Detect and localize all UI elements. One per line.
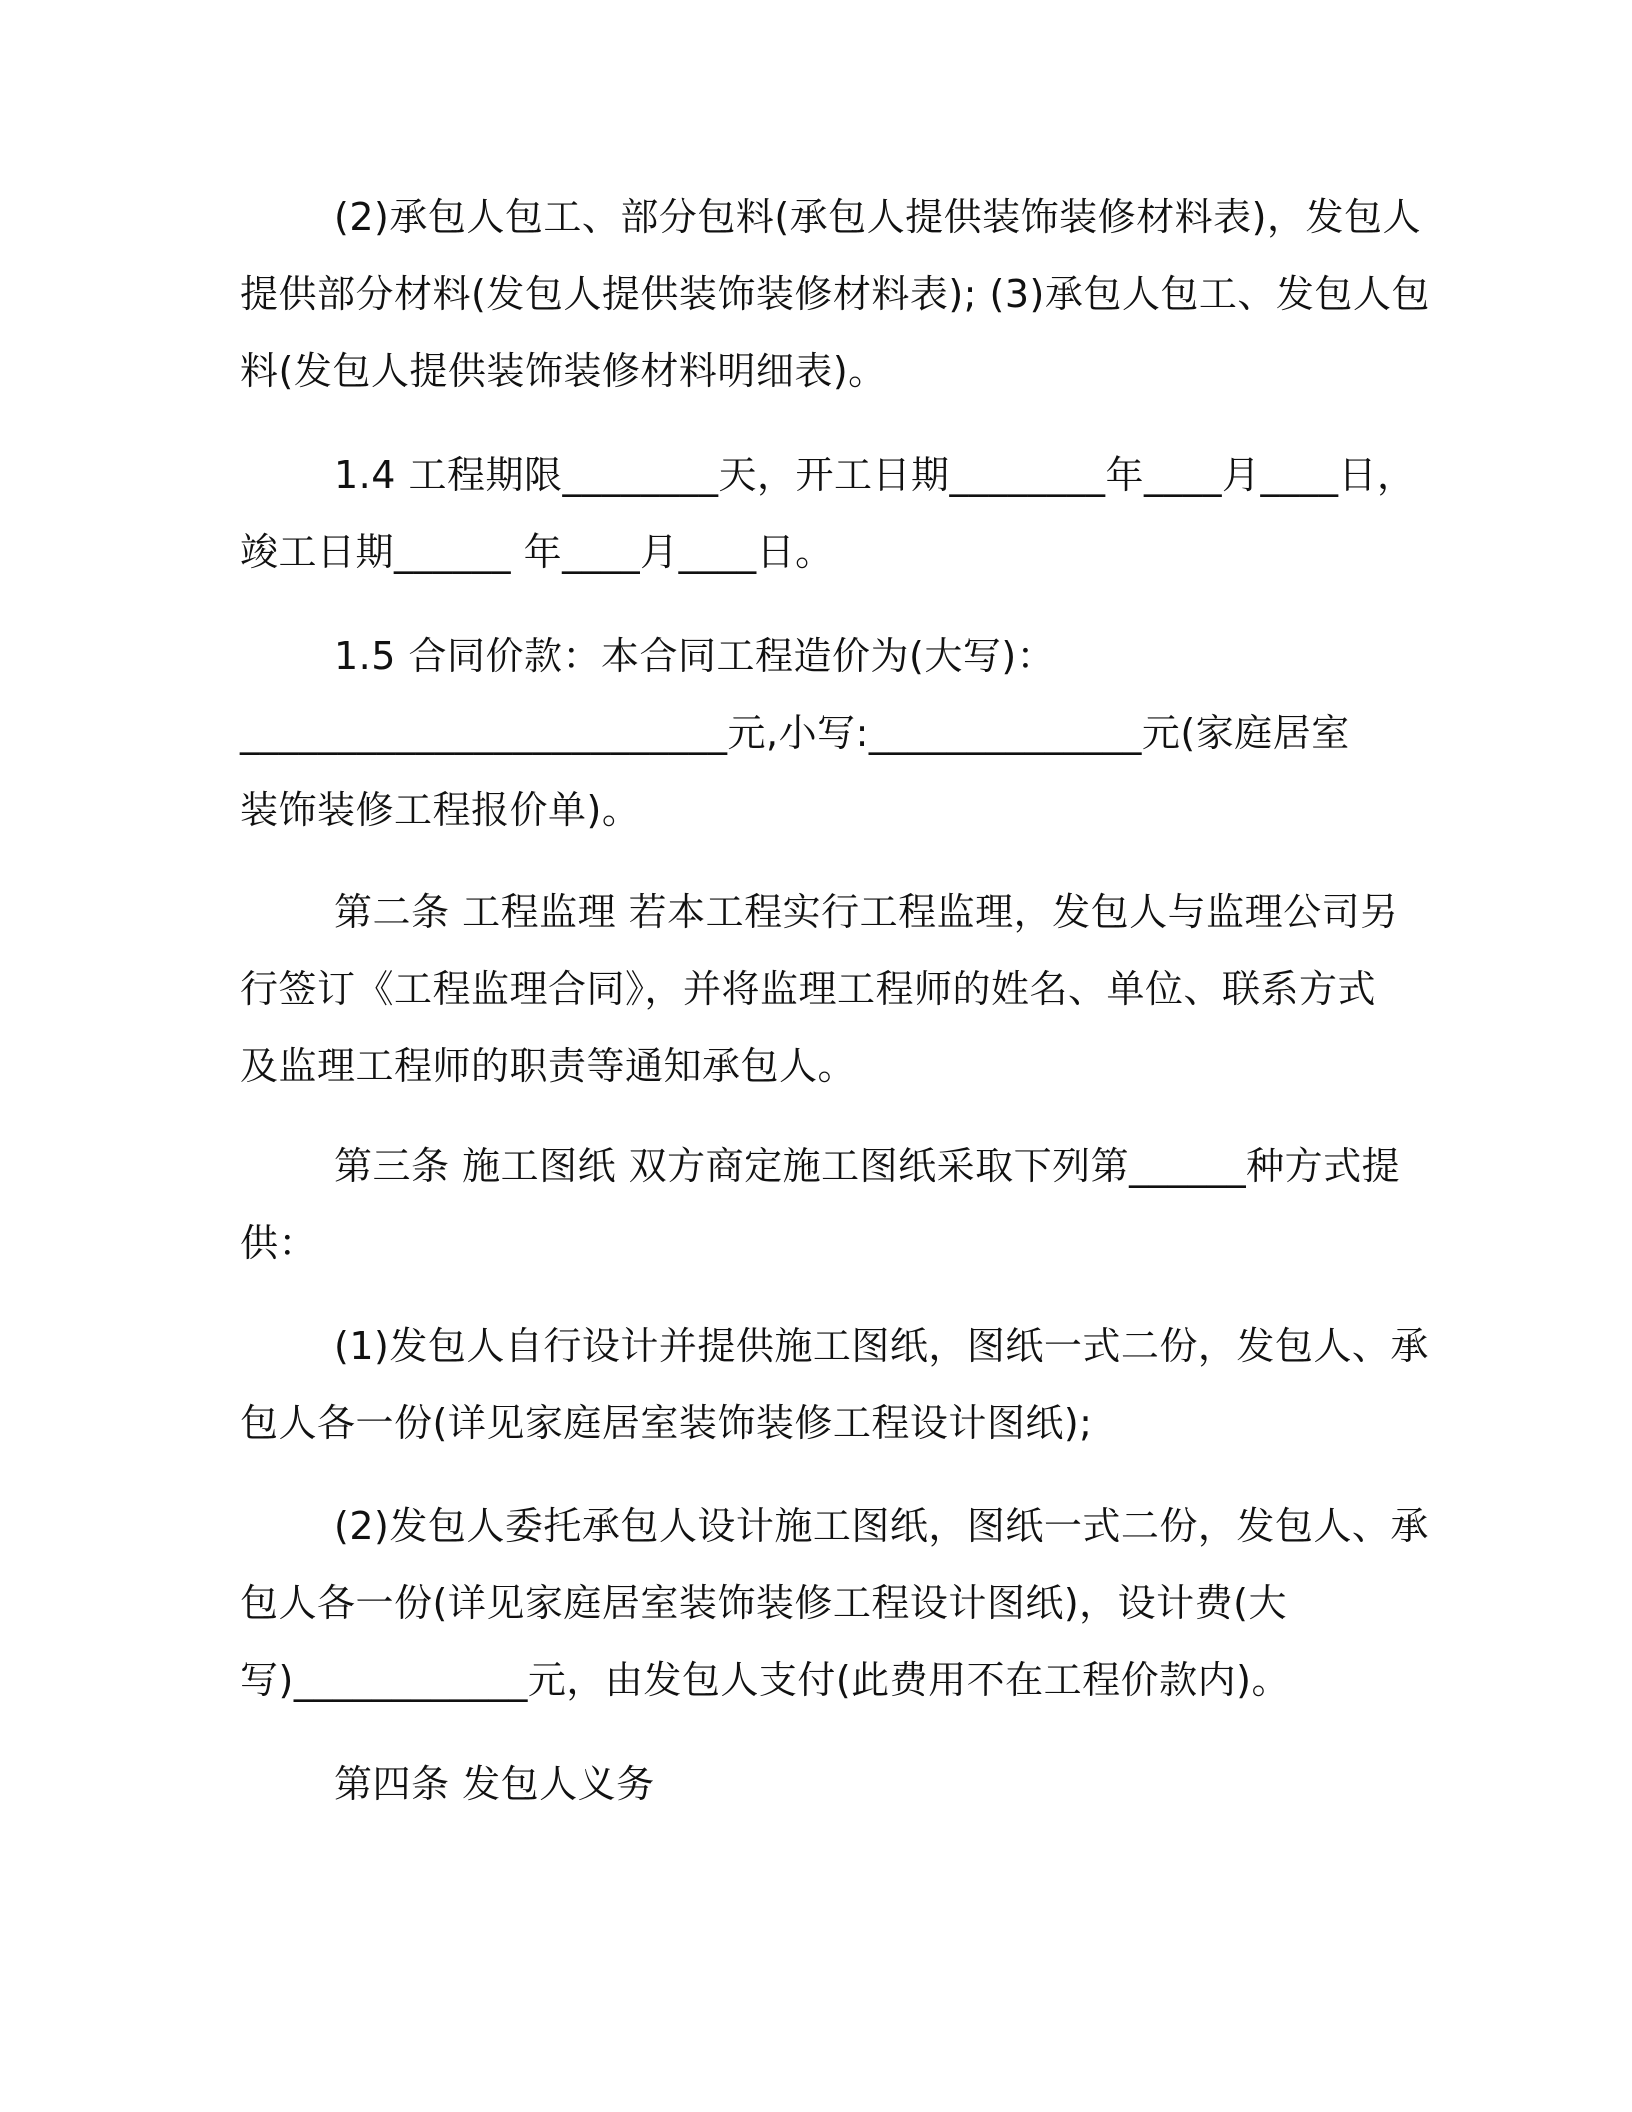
text-line: 提供部分材料(发包人提供装饰装修材料表); (3)承包人包工、发包人包 (240, 272, 1430, 316)
text-line: (1)发包人自行设计并提供施工图纸，图纸一式二份，发包人、承 (334, 1324, 1429, 1368)
section-heading: 第四条 发包人义务 (334, 1762, 655, 1806)
text-line: 装饰装修工程报价单)。 (240, 788, 641, 832)
text-line: 写)____________元，由发包人支付(此费用不在工程价款内)。 (240, 1658, 1290, 1702)
paragraph-article-3-drawings (240, 1128, 1400, 1282)
paragraph-project-duration (240, 437, 1416, 591)
text-line: 1.4 工程期限________天，开工日期________年____月____日， (334, 453, 1416, 497)
paragraph-drawing-option-1 (240, 1308, 1429, 1462)
text-line: 包人各一份(详见家庭居室装饰装修工程设计图纸)，设计费(大 (240, 1581, 1287, 1625)
text-line: 包人各一份(详见家庭居室装饰装修工程设计图纸); (240, 1401, 1093, 1445)
text-line: 及监理工程师的职责等通知承包人。 (240, 1044, 857, 1088)
paragraph-contract-price (240, 618, 1400, 849)
paragraph-article-2-supervision (240, 874, 1400, 1105)
text-line: 第三条 施工图纸 双方商定施工图纸采取下列第______种方式提 (334, 1144, 1401, 1188)
text-line: 1.5 合同价款：本合同工程造价为(大写)： (334, 634, 1056, 678)
paragraph-drawing-option-2 (240, 1488, 1429, 1719)
text-line: 竣工日期______ 年____月____日。 (240, 530, 834, 574)
text-line: 第二条 工程监理 若本工程实行工程监理，发包人与监理公司另 (334, 890, 1399, 934)
text-line: 料(发包人提供装饰装修材料明细表)。 (240, 349, 887, 393)
text-line: 供： (240, 1221, 318, 1265)
text-line: (2)承包人包工、部分包料(承包人提供装饰装修材料表)，发包人 (334, 195, 1421, 239)
text-line: _________________________元,小写:______________元(家庭居室 (240, 711, 1350, 755)
paragraph-article-4-heading (240, 1746, 1400, 1823)
text-line: (2)发包人委托承包人设计施工图纸，图纸一式二份，发包人、承 (334, 1504, 1429, 1548)
text-line: 行签订《工程监理合同》，并将监理工程师的姓名、单位、联系方式 (240, 967, 1377, 1011)
paragraph-contract-method-options (240, 179, 1430, 410)
